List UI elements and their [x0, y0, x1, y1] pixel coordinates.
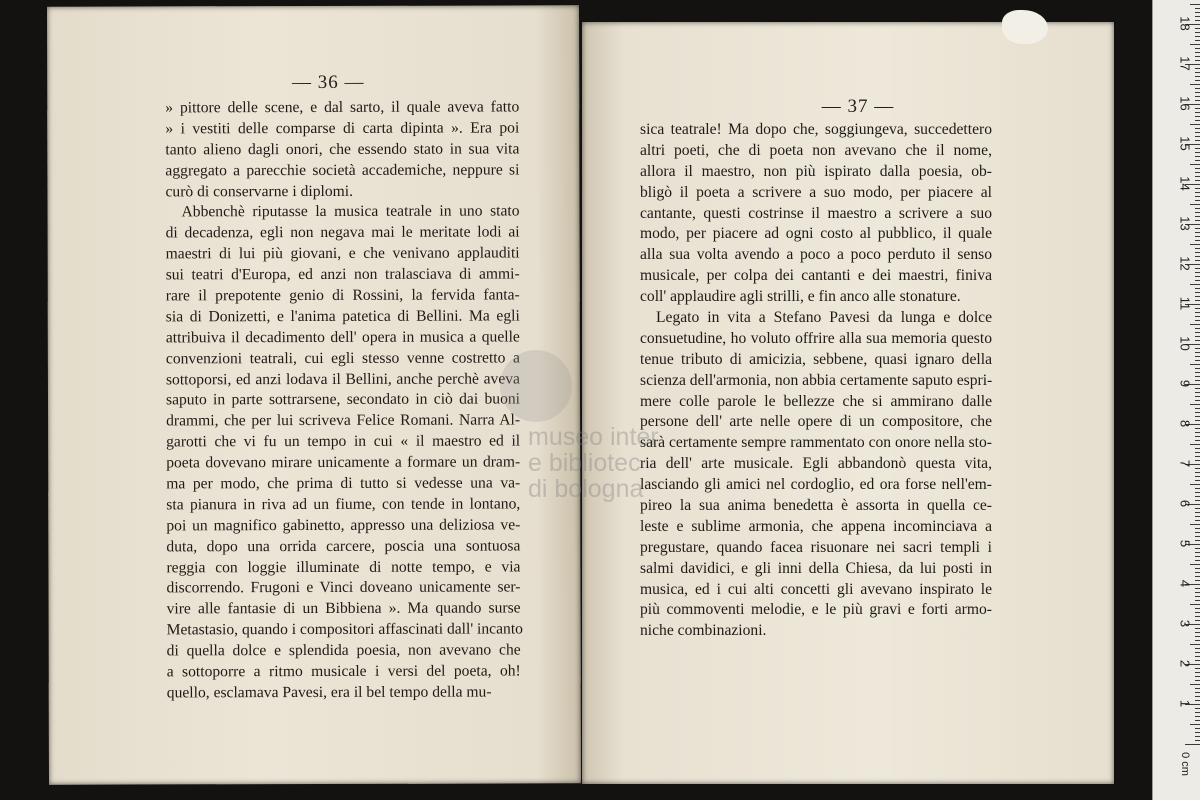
measurement-ruler	[1152, 0, 1200, 800]
ruler-tick	[1195, 608, 1200, 609]
ruler-tick	[1195, 708, 1200, 709]
ruler-tick	[1195, 260, 1200, 261]
ruler-number: 15	[1177, 136, 1193, 151]
ruler-tick	[1195, 692, 1200, 693]
text-line: ria dell' arte musicale. Egli abbandonò questa vita,	[640, 455, 992, 473]
ruler-tick	[1195, 156, 1200, 157]
ruler-number: 6	[1177, 499, 1193, 508]
ruler-tick	[1195, 168, 1200, 169]
ruler-tick	[1195, 392, 1200, 393]
ruler-tick	[1195, 492, 1200, 493]
ruler-tick	[1195, 520, 1200, 521]
text-line: Abbenchè riputasse la musica teatrale in uno stato	[181, 202, 520, 221]
ruler-tick	[1195, 92, 1200, 93]
text-line: più commoventi melodie, e le più gravi e forti armo-	[640, 601, 992, 619]
ruler-tick	[1195, 208, 1200, 209]
ruler-tick	[1195, 56, 1200, 57]
text-line: modo, per piacere ad ogni costo al pubblico, il quale	[640, 225, 992, 243]
text-line: sottoporsi, ed anzi lodava il Bellini, anche perchè aveva	[165, 370, 520, 388]
text-line: musicale, per colpa dei cantanti e dei maestri, finiva	[640, 267, 992, 285]
text-line: aggregato a parecchie società accademiche, neppure si	[165, 161, 520, 180]
ruler-tick	[1195, 100, 1200, 101]
ruler-tick	[1195, 312, 1200, 313]
ruler-tick	[1195, 448, 1200, 449]
ruler-tick	[1195, 236, 1200, 237]
ruler-tick	[1195, 232, 1200, 233]
ruler-tick	[1195, 72, 1200, 73]
text-line: attribuiva il decadimento dell' opera in musica a quelle	[165, 328, 520, 347]
ruler-tick	[1195, 648, 1200, 649]
ruler-tick	[1195, 656, 1200, 657]
text-line: bligò il poeta a scrivere a suo modo, per piacere al	[640, 183, 992, 201]
ruler-tick	[1195, 140, 1200, 141]
ruler-tick	[1195, 556, 1200, 557]
ruler-tick	[1195, 120, 1200, 121]
ruler-tick	[1195, 548, 1200, 549]
ruler-tick	[1190, 204, 1200, 205]
ruler-tick	[1195, 568, 1200, 569]
ruler-tick	[1195, 576, 1200, 577]
ruler-tick	[1195, 400, 1200, 401]
text-line: ma per modo, che prima di tutto si vedesse una va-	[166, 474, 521, 493]
left-page-text	[165, 97, 521, 704]
ruler-tick	[1195, 460, 1200, 461]
ruler-tick	[1195, 52, 1200, 53]
text-line: saputo in parte sottrarsene, secondato in ciò dai buoni	[165, 390, 521, 409]
ruler-tick	[1195, 652, 1200, 653]
left-page-number: — 36 —	[291, 71, 365, 94]
ruler-tick	[1195, 328, 1200, 329]
text-line: musica, ed i cui alti concetti gli avevano inspirato le	[640, 580, 992, 598]
ruler-tick	[1190, 84, 1200, 85]
ruler-tick	[1195, 240, 1200, 241]
ruler-number: 12	[1177, 256, 1193, 271]
ruler-tick	[1195, 300, 1200, 301]
watermark-logo	[500, 350, 572, 422]
ruler-tick	[1195, 716, 1200, 717]
ruler-tick	[1195, 516, 1200, 517]
ruler-tick	[1195, 712, 1200, 713]
ruler-tick	[1195, 728, 1200, 729]
text-line: vire alle fantasie di un Bibbiena ». Ma quando surse	[166, 599, 521, 618]
ruler-tick	[1195, 660, 1200, 661]
ruler-tick	[1195, 376, 1200, 377]
text-line: maestri di lui più giovani, e che venivano applauditi	[165, 244, 520, 263]
ruler-tick	[1195, 552, 1200, 553]
ruler-tick	[1195, 528, 1200, 529]
ruler-tick	[1195, 600, 1200, 601]
ruler-tick	[1195, 212, 1200, 213]
ruler-tick	[1195, 200, 1200, 201]
ruler-tick	[1195, 316, 1200, 317]
ruler-tick	[1195, 732, 1200, 733]
text-line: reggia con loggie illuminate di notte tempo, e via	[166, 558, 521, 576]
ruler-tick	[1195, 296, 1200, 297]
ruler-tick	[1195, 280, 1200, 281]
ruler-tick	[1195, 172, 1200, 173]
ruler-tick	[1195, 308, 1200, 309]
text-line: curò di conservarne i diplomi.	[165, 182, 354, 200]
ruler-tick	[1195, 60, 1200, 61]
ruler-tick	[1195, 488, 1200, 489]
text-line: sarà certamente sempre rammentato con onore nella sto-	[640, 434, 993, 452]
ruler-tick	[1195, 508, 1200, 509]
ruler-tick	[1195, 180, 1200, 181]
ruler-tick	[1195, 80, 1200, 81]
ruler-tick	[1195, 176, 1200, 177]
text-line: tenue tributo di amicizia, sebbene, quasi ignaro della	[640, 350, 992, 368]
text-line: cantante, questi costrinse il maestro a scrivere a suo	[640, 204, 992, 222]
ruler-tick	[1195, 408, 1200, 409]
ruler-tick	[1195, 432, 1200, 433]
ruler-tick	[1195, 96, 1200, 97]
ruler-tick	[1195, 672, 1200, 673]
ruler-tick	[1195, 152, 1200, 153]
ruler-tick	[1195, 572, 1200, 573]
ruler-tick	[1195, 396, 1200, 397]
watermark-line: museo inter	[528, 423, 659, 451]
ruler-tick	[1190, 124, 1200, 125]
ruler-tick	[1195, 700, 1200, 701]
ruler-tick	[1195, 112, 1200, 113]
text-line: rare il prepotente genio di Rossini, la fervida fanta-	[165, 286, 520, 305]
ruler-tick	[1195, 620, 1200, 621]
ruler-number: 10	[1177, 336, 1193, 351]
ruler-number: 4	[1177, 579, 1193, 588]
ruler-tick	[1195, 532, 1200, 533]
ruler-tick	[1195, 736, 1200, 737]
ruler-tick	[1195, 668, 1200, 669]
text-line: poi un magnifico gabinetto, appresso una deliziosa ve-	[166, 516, 521, 535]
text-line: tanto alieno dagli onori, che essendo stato in sua vita	[165, 140, 520, 159]
ruler-tick	[1195, 480, 1200, 481]
ruler-tick	[1195, 496, 1200, 497]
ruler-tick	[1190, 44, 1200, 45]
ruler-tick	[1195, 720, 1200, 721]
watermark-line: di bologna	[528, 475, 644, 503]
ruler-tick	[1195, 696, 1200, 697]
ruler-tick	[1185, 744, 1200, 745]
text-line: drammi, che per lui scriveva Felice Romani. Narra Al-	[166, 411, 521, 430]
ruler-tick	[1190, 164, 1200, 165]
ruler-tick	[1195, 128, 1200, 129]
ruler-number: 2	[1177, 659, 1193, 668]
ruler-tick	[1195, 416, 1200, 417]
ruler-tick	[1190, 284, 1200, 285]
ruler-tick	[1190, 244, 1200, 245]
ruler-number: 7	[1177, 459, 1193, 468]
ruler-tick	[1195, 472, 1200, 473]
ruler-tick	[1190, 604, 1200, 605]
ruler-tick	[1195, 500, 1200, 501]
ruler-tick	[1190, 564, 1200, 565]
ruler-tick	[1195, 540, 1200, 541]
ruler-tick	[1195, 512, 1200, 513]
ruler-tick	[1195, 452, 1200, 453]
ruler-tick	[1195, 88, 1200, 89]
text-line: poeta dovevano mirare unicamente a formare un dram-	[166, 453, 521, 472]
ruler-tick	[1195, 676, 1200, 677]
ruler-tick	[1195, 116, 1200, 117]
ruler-tick	[1195, 148, 1200, 149]
text-line: sia di Donizetti, e l'anima patetica di Bellini. Ma egli	[165, 307, 520, 326]
ruler-tick	[1195, 560, 1200, 561]
ruler-tick	[1195, 276, 1200, 277]
ruler-tick	[1195, 248, 1200, 249]
text-line: di quella dolce e splendida poesia, non avevano che	[166, 641, 521, 660]
ruler-tick	[1195, 268, 1200, 269]
ruler-tick	[1195, 228, 1200, 229]
ruler-tick	[1195, 108, 1200, 109]
text-line: alla sua volta avendo a poco a poco perduto il senso	[640, 246, 992, 264]
text-line: discorrendo. Frugoni e Vinci doveano unicamente ser-	[166, 578, 521, 597]
ruler-number: 14	[1177, 176, 1193, 191]
text-line: » i vestiti delle comparse di carta dipinta ». Era poi	[165, 119, 520, 138]
ruler-number: 3	[1177, 619, 1193, 628]
ruler-tick	[1195, 612, 1200, 613]
ruler-tick	[1195, 288, 1200, 289]
text-line: lasciando gli amici nel cordoglio, ed ora forse nell'em-	[640, 476, 992, 494]
ruler-tick	[1195, 468, 1200, 469]
ruler-tick	[1195, 588, 1200, 589]
text-line: garotti che vi fu un tempo in cui « il maestro ed il	[166, 432, 521, 451]
ruler-tick	[1195, 28, 1200, 29]
text-line: allora il maestro, non più ispirato dalla poesia, ob-	[640, 162, 992, 180]
ruler-tick	[1195, 20, 1200, 21]
right-page	[582, 22, 1114, 784]
text-line: a sottoporre a ritmo musicale i versi del poeta, oh!	[166, 662, 521, 681]
ruler-tick	[1195, 616, 1200, 617]
text-line: sica teatrale! Ma dopo che, soggiungeva, succedettero	[640, 121, 992, 138]
ruler-tick	[1190, 644, 1200, 645]
text-line: mere colle parole le bellezze che si ammirano dalle	[640, 392, 992, 410]
text-line: scienza dell'armonia, non abbia certamente saputo espri-	[640, 371, 993, 389]
ruler-tick	[1195, 192, 1200, 193]
ruler-tick	[1190, 324, 1200, 325]
ruler-tick	[1195, 412, 1200, 413]
ruler-number: 9	[1177, 379, 1193, 388]
text-line: » pittore delle scene, e dal sarto, il quale aveva fatto	[165, 98, 520, 117]
ruler-tick	[1195, 476, 1200, 477]
ruler-tick	[1195, 340, 1200, 341]
watermark-line: e bibliotec	[528, 449, 641, 477]
ruler-tick	[1195, 596, 1200, 597]
ruler-tick	[1195, 188, 1200, 189]
ruler-tick	[1195, 356, 1200, 357]
ruler-tick	[1195, 592, 1200, 593]
ruler-tick	[1190, 684, 1200, 685]
text-line: Legato in vita a Stefano Pavesi da lunga e dolce	[656, 309, 992, 327]
ruler-tick	[1195, 740, 1200, 741]
ruler-tick	[1195, 632, 1200, 633]
ruler-tick	[1195, 136, 1200, 137]
watermark	[528, 424, 659, 502]
text-line: leste e sublime armonia, che appena incominciava a	[640, 517, 992, 535]
ruler-tick	[1195, 36, 1200, 37]
ruler-tick	[1195, 636, 1200, 637]
text-line: consuetudine, ho voluto offrire alla sua memoria questo	[640, 329, 992, 347]
ruler-tick	[1195, 196, 1200, 197]
ruler-tick	[1190, 484, 1200, 485]
text-line: pregustare, quando facea risuonare nei sacri templi i	[640, 538, 992, 556]
ruler-tick	[1195, 32, 1200, 33]
text-line: di decadenza, egli non negava mai le meritate lodi ai	[165, 223, 520, 242]
torn-corner	[1002, 10, 1048, 44]
ruler-tick	[1195, 12, 1200, 13]
ruler-tick	[1195, 388, 1200, 389]
ruler-tick	[1195, 16, 1200, 17]
text-line: duta, dopo una orrida carcere, poscia una sontuosa	[166, 537, 521, 556]
ruler-tick	[1195, 320, 1200, 321]
ruler-number: 16	[1177, 96, 1193, 111]
ruler-tick	[1195, 440, 1200, 441]
ruler-tick	[1195, 8, 1200, 9]
ruler-tick	[1190, 4, 1200, 5]
ruler-tick	[1195, 420, 1200, 421]
ruler-tick	[1195, 252, 1200, 253]
ruler-tick	[1195, 368, 1200, 369]
ruler-tick	[1195, 336, 1200, 337]
ruler-tick	[1190, 724, 1200, 725]
right-page-text	[640, 120, 992, 642]
ruler-number: 5	[1177, 539, 1193, 548]
ruler-tick	[1195, 292, 1200, 293]
text-line: convenzioni teatrali, cui egli stesso venne costretto a	[165, 349, 520, 368]
text-line: coll' applaudire agli strilli, e fin anco alle stonature.	[640, 288, 961, 306]
ruler-tick	[1195, 680, 1200, 681]
ruler-tick	[1195, 272, 1200, 273]
ruler-tick	[1195, 456, 1200, 457]
ruler-number: 11	[1177, 296, 1193, 311]
ruler-tick	[1195, 580, 1200, 581]
ruler-tick	[1195, 628, 1200, 629]
ruler-tick	[1195, 688, 1200, 689]
ruler-unit-label: 0 cm	[1178, 752, 1191, 776]
text-line: altri poeti, che di poeta non avevano che il nome,	[640, 141, 992, 159]
ruler-tick	[1195, 428, 1200, 429]
right-page-number: — 37 —	[821, 96, 895, 117]
ruler-number: 1	[1177, 699, 1193, 708]
text-line: niche combinazioni.	[640, 622, 767, 640]
ruler-tick	[1190, 404, 1200, 405]
ruler-tick	[1195, 360, 1200, 361]
ruler-tick	[1195, 536, 1200, 537]
text-line: salmi davidici, e gli inni della Chiesa, da lui posti in	[640, 559, 992, 577]
ruler-number: 8	[1177, 419, 1193, 428]
ruler-tick	[1195, 332, 1200, 333]
ruler-tick	[1190, 524, 1200, 525]
ruler-tick	[1195, 48, 1200, 49]
ruler-tick	[1190, 364, 1200, 365]
ruler-tick	[1195, 348, 1200, 349]
ruler-tick	[1195, 372, 1200, 373]
text-line: persone dell' arte nelle opere di un compositore, che	[640, 413, 992, 431]
ruler-tick	[1195, 220, 1200, 221]
ruler-tick	[1195, 40, 1200, 41]
ruler-tick	[1195, 256, 1200, 257]
ruler-tick	[1195, 436, 1200, 437]
ruler-tick	[1195, 160, 1200, 161]
ruler-tick	[1190, 444, 1200, 445]
ruler-tick	[1195, 68, 1200, 69]
text-line: sui teatri d'Europa, ed anzi non tralasciava di ammi-	[165, 265, 520, 284]
text-line: quello, esclamava Pavesi, era il bel tempo della mu-	[166, 683, 492, 702]
ruler-tick	[1195, 132, 1200, 133]
text-line: Metastasio, quando i compositori affascinati dall' incanto	[166, 620, 523, 639]
ruler-tick	[1195, 380, 1200, 381]
ruler-number: 13	[1177, 216, 1193, 231]
text-line: sta pianura in riva ad un fiume, con tende in lontano,	[166, 495, 521, 514]
ruler-tick	[1195, 76, 1200, 77]
ruler-tick	[1195, 216, 1200, 217]
ruler-number: 18	[1177, 16, 1193, 31]
ruler-tick	[1195, 640, 1200, 641]
text-line: pireo la sua anima benedetta è assorta in quella ce-	[640, 497, 992, 515]
ruler-tick	[1195, 352, 1200, 353]
ruler-number: 17	[1177, 56, 1193, 71]
